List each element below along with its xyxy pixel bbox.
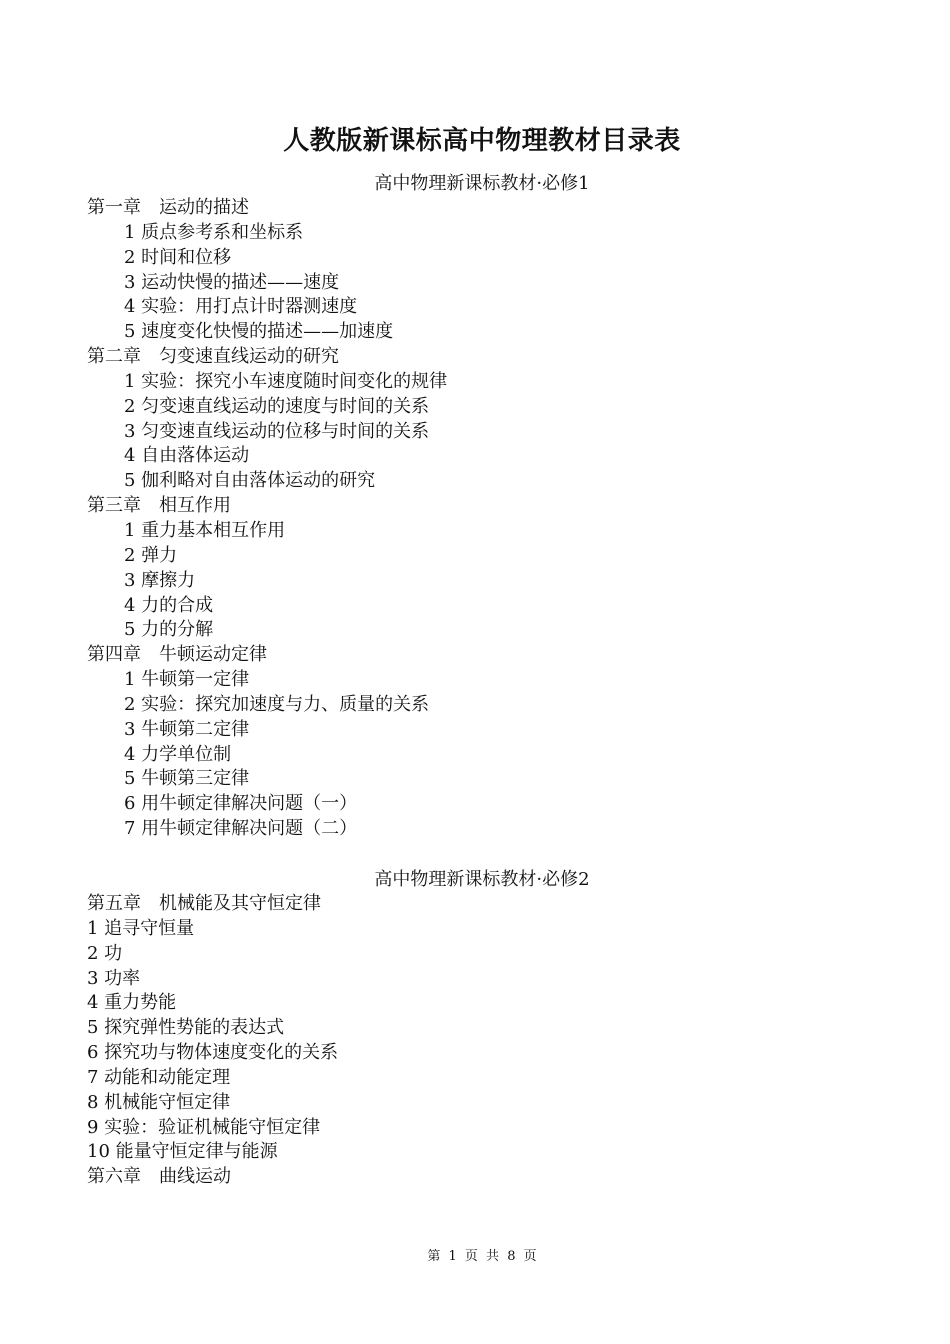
section-item: 2 匀变速直线运动的速度与时间的关系 xyxy=(124,395,430,417)
section-item: 5 速度变化快慢的描述——加速度 xyxy=(124,321,394,343)
section-item: 1 质点参考系和坐标系 xyxy=(124,221,304,243)
section-item: 3 牛顿第二定律 xyxy=(124,718,250,740)
section-item: 5 牛顿第三定律 xyxy=(124,768,250,790)
section-item: 2 弹力 xyxy=(124,544,178,566)
chapter-title: 第三章 相互作用 xyxy=(87,495,231,517)
book2-toc xyxy=(87,892,338,1190)
section-item: 3 运动快慢的描述——速度 xyxy=(124,271,340,293)
chapter-title: 第二章 匀变速直线运动的研究 xyxy=(87,346,339,368)
section-item: 1 重力基本相互作用 xyxy=(124,519,286,541)
section-item: 6 用牛顿定律解决问题（一） xyxy=(124,793,358,815)
section-item: 5 伽利略对自由落体运动的研究 xyxy=(124,470,376,492)
section-item: 2 功 xyxy=(87,942,123,964)
section-item: 6 探究功与物体速度变化的关系 xyxy=(87,1042,339,1064)
chapter-title: 第五章 机械能及其守恒定律 xyxy=(87,893,321,914)
section-item: 1 追寻守恒量 xyxy=(87,917,195,939)
section-item: 8 机械能守恒定律 xyxy=(87,1091,231,1113)
section-item: 1 牛顿第一定律 xyxy=(124,669,250,691)
book1-heading: 高中物理新课标教材·必修1 xyxy=(374,173,590,194)
section-item: 4 力学单位制 xyxy=(124,743,232,765)
chapter-title: 第四章 牛顿运动定律 xyxy=(87,644,267,666)
book2-heading: 高中物理新课标教材·必修2 xyxy=(374,869,590,890)
section-item: 7 用牛顿定律解决问题（二） xyxy=(124,818,358,840)
section-item: 2 实验：探究加速度与力、质量的关系 xyxy=(124,693,430,715)
page-footer: 第 1 页 共 8 页 xyxy=(427,1249,537,1264)
section-item: 3 匀变速直线运动的位移与时间的关系 xyxy=(124,420,430,442)
section-item: 7 动能和动能定理 xyxy=(87,1066,231,1088)
book1-toc xyxy=(87,196,447,842)
section-item: 5 探究弹性势能的表达式 xyxy=(87,1017,285,1039)
section-item: 4 实验：用打点计时器测速度 xyxy=(124,296,358,318)
section-item: 4 力的合成 xyxy=(124,594,214,616)
section-item: 2 时间和位移 xyxy=(124,246,232,268)
section-item: 3 功率 xyxy=(87,967,141,989)
section-item: 4 重力势能 xyxy=(87,992,177,1014)
chapter-title: 第六章 曲线运动 xyxy=(87,1166,231,1188)
section-item: 10 能量守恒定律与能源 xyxy=(87,1141,278,1163)
section-item: 3 摩擦力 xyxy=(124,569,196,591)
section-item: 9 实验：验证机械能守恒定律 xyxy=(87,1116,321,1138)
section-item: 5 力的分解 xyxy=(124,619,214,641)
section-item: 4 自由落体运动 xyxy=(124,445,250,467)
chapter-title: 第一章 运动的描述 xyxy=(87,197,249,218)
section-item: 1 实验：探究小车速度随时间变化的规律 xyxy=(124,370,448,392)
document-title: 人教版新课标高中物理教材目录表 xyxy=(283,126,681,157)
